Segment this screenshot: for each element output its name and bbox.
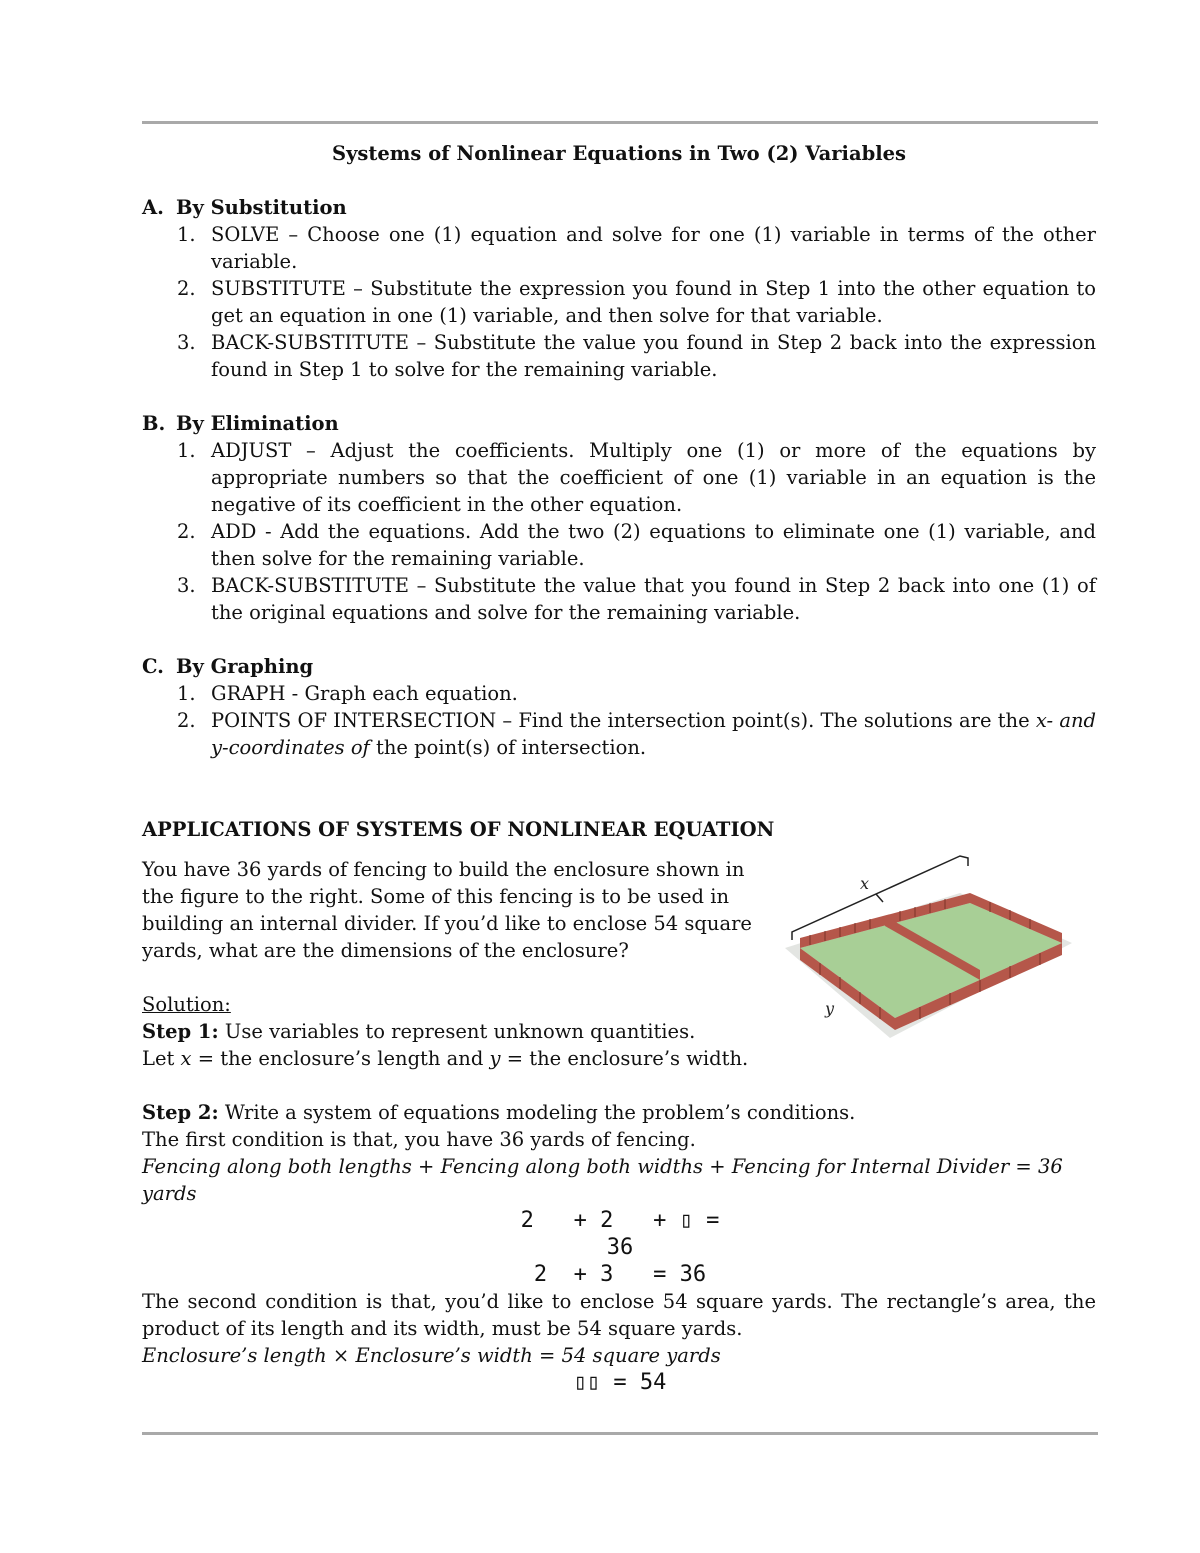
problem-statement: You have 36 yards of fencing to build the enclosure shown in the figure to the right. Some of this fencing is to be used in building an internal divider. If you’d like to enclose 54 square yards, what are the dimensions of the enclosure? xyxy=(142,858,752,962)
condition-1: The first condition is that, you have 36 yards of fencing. xyxy=(142,1128,696,1151)
section-letter: C. xyxy=(142,655,164,678)
applications-title: APPLICATIONS OF SYSTEMS OF NONLINEAR EQUATION xyxy=(142,818,775,841)
step-item: 2. SUBSTITUTE – Substitute the expression you found in Step 1 into the other equation to get an equation in one (1) variable, and then solve for that variable. xyxy=(177,277,1096,327)
document-body xyxy=(142,140,1096,761)
equation-3: ▯▯ = 54 xyxy=(573,1370,667,1395)
section-heading: By Substitution xyxy=(176,196,347,219)
step-item: 1. GRAPH - Graph each equation. xyxy=(177,682,518,705)
enclosure-figure xyxy=(780,848,1080,1048)
solution-label: Solution: xyxy=(142,993,231,1016)
section-letter: A. xyxy=(142,196,164,219)
step1-line: Step 1: Use variables to represent unknown quantities. xyxy=(142,1020,696,1043)
label-y: y xyxy=(825,999,835,1018)
section-graphing xyxy=(142,653,1096,761)
section-letter: B. xyxy=(142,412,166,435)
top-rule xyxy=(142,121,1098,124)
label-x: x xyxy=(860,874,870,893)
section-heading: By Graphing xyxy=(176,655,314,678)
equation-2: 2 + 3 = 36 xyxy=(533,1262,707,1287)
let-line: Let x = the enclosure’s length and y = the enclosure’s width. xyxy=(142,1047,749,1070)
step-item: 1. SOLVE – Choose one (1) equation and solve for one (1) variable in terms of the other variable. xyxy=(177,223,1096,273)
section-substitution xyxy=(142,194,1096,383)
condition-2: The second condition is that, you’d like to enclose 54 square yards. The rectangle’s area, the product of its length and its width, must be 54 square yards. xyxy=(142,1290,1096,1340)
step-item: 3. BACK-SUBSTITUTE – Substitute the value that you found in Step 2 back into one (1) of the original equations and solve for the remaining variable. xyxy=(177,574,1096,624)
bracket-tick xyxy=(876,894,883,902)
condition-1-words: Fencing along both lengths + Fencing along both widths + Fencing for Internal Divider = 36 yards xyxy=(142,1155,1063,1205)
step-item: 3. BACK-SUBSTITUTE – Substitute the value you found in Step 2 back into the expression found in Step 1 to solve for the remaining variable. xyxy=(177,331,1096,381)
equation-1-line2: 36 xyxy=(606,1235,634,1260)
page-title: Systems of Nonlinear Equations in Two (2) Variables xyxy=(331,142,907,165)
condition-2-words: Enclosure’s length × Enclosure’s width = 54 square yards xyxy=(142,1344,721,1367)
section-heading: By Elimination xyxy=(176,412,339,435)
step-item: 2. POINTS OF INTERSECTION – Find the intersection point(s). The solutions are the x- and y-coordinates of the point(s) of intersection. xyxy=(177,709,1097,759)
step2-line: Step 2: Write a system of equations modeling the problem’s conditions. xyxy=(142,1101,856,1124)
equation-1-line1: 2 + 2 + ▯ = xyxy=(520,1208,720,1233)
section-elimination xyxy=(142,410,1096,626)
step-item: 1. ADJUST – Adjust the coefficients. Multiply one (1) or more of the equations by appropriate numbers so that the coefficient of one (1) variable in an equation is the negative of its coefficient in the other equation. xyxy=(177,439,1096,516)
bottom-rule xyxy=(142,1432,1098,1435)
step-item: 2. ADD - Add the equations. Add the two (2) equations to eliminate one (1) variable, and then solve for the remaining variable. xyxy=(177,520,1096,570)
